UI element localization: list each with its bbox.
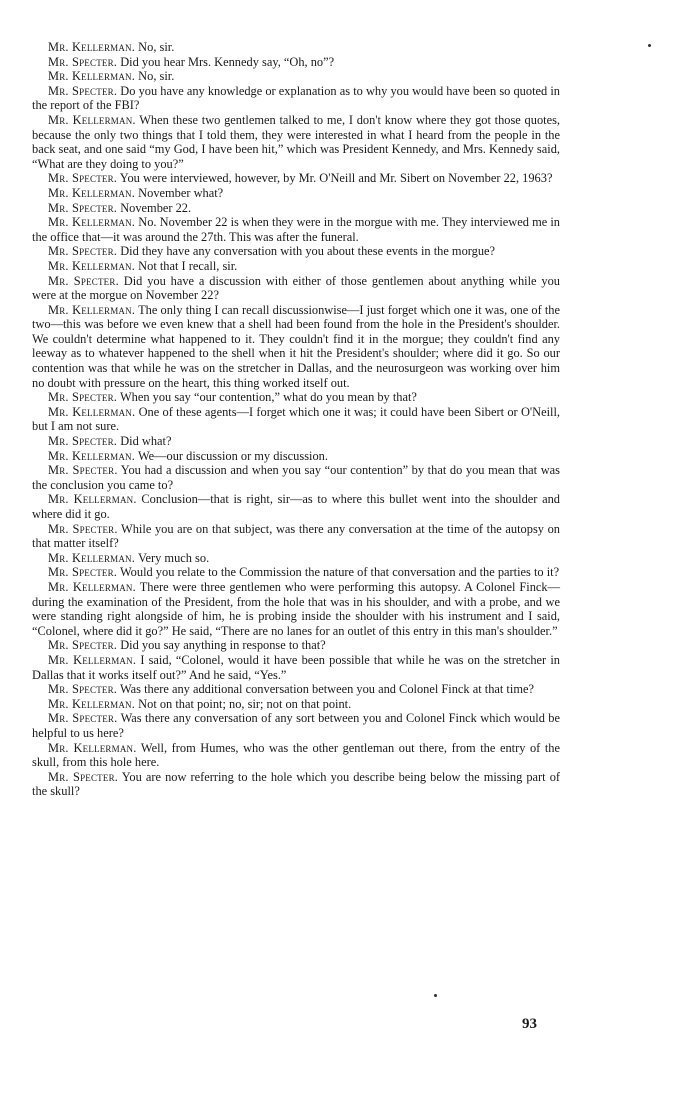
speaker-label: Mr. Kellerman. (48, 550, 136, 565)
testimony-paragraph (32, 201, 560, 216)
testimony-paragraph (32, 405, 560, 434)
testimony-paragraph (32, 69, 560, 84)
testimony-text: Did you hear Mrs. Kennedy say, “Oh, no”? (120, 54, 335, 69)
testimony-paragraph (32, 580, 560, 638)
speaker-label: Mr. Specter. (48, 434, 118, 449)
testimony-text: November what? (138, 185, 224, 200)
testimony-paragraph (32, 492, 560, 521)
testimony-text: Was there any conversation of any sort between you and Colonel Finck which would be helpful to us here? (32, 711, 560, 740)
testimony-text: No, sir. (138, 40, 175, 54)
testimony-paragraph (32, 522, 560, 551)
testimony-text: You were interviewed, however, by Mr. O'Neill and Mr. Sibert on November 22, 1963? (119, 171, 553, 186)
testimony-text: Was there any additional conversation between you and Colonel Finck at that time? (119, 682, 534, 697)
testimony-paragraph (32, 113, 560, 171)
speaker-label: Mr. Kellerman. (48, 215, 136, 230)
speaker-label: Mr. Specter. (48, 273, 119, 288)
testimony-paragraph (32, 463, 560, 492)
testimony-paragraph (32, 711, 560, 740)
speaker-label: Mr. Specter. (48, 200, 118, 215)
testimony-paragraph (32, 55, 560, 70)
testimony-paragraph (32, 84, 560, 113)
testimony-text: Did they have any conversation with you about these events in the morgue? (120, 244, 496, 259)
speaker-label: Mr. Specter. (48, 769, 119, 784)
testimony-paragraph (32, 40, 560, 55)
speaker-label: Mr. Kellerman. (48, 258, 136, 273)
scan-speck (648, 44, 651, 47)
testimony-paragraph (32, 274, 560, 303)
testimony-paragraph (32, 551, 560, 566)
testimony-paragraph (32, 565, 560, 580)
speaker-label: Mr. Specter. (48, 83, 118, 98)
speaker-label: Mr. Kellerman. (48, 740, 137, 755)
testimony-text: Did you say anything in response to that? (120, 638, 326, 653)
testimony-paragraph (32, 770, 560, 799)
testimony-text: Do you have any knowledge or explanation as to why you would have been so quoted in the report of the FBI? (32, 83, 560, 113)
testimony-text: When you say “our contention,” what do you mean by that? (119, 390, 417, 405)
speaker-label: Mr. Kellerman. (48, 579, 136, 594)
testimony-text: Very much so. (137, 550, 210, 565)
testimony-text: You had a discussion and when you say “our contention” by that do you mean that was the conclusion you came to? (32, 463, 560, 492)
speaker-label: Mr. Kellerman. (48, 112, 136, 127)
testimony-text: When these two gentlemen talked to me, I don't know where they got those quotes, because the only two things that I told them, they were interested in what I heard from the people in the back seat, and one said “my God, I have been hit,” which was President Kennedy, and Mrs. Kennedy said, “What are they doing to you?” (32, 112, 560, 171)
testimony-text: We—our discussion or my discussion. (137, 448, 328, 463)
speaker-label: Mr. Kellerman. (48, 40, 136, 54)
testimony-text: The only thing I can recall discussionwise—I just forget which one it was, one of the two—this was before we even knew that a shell had been found from the hole in the President's shoulder. We couldn't determine what happened to it. They couldn't find it in the morgue; they couldn't find any leeway as to whatever happened to the shell when it hit the President's shoulder; where did it go. So our contention was that while he was on the stretcher in Dallas, and the neurosurgeon was working over him no doubt with pressure on the heart, this thing worked itself out. (32, 302, 560, 390)
testimony-text: Conclusion—that is right, sir—as to where this bullet went into the shoulder and where did it go. (32, 492, 561, 521)
testimony-text: Well, from Humes, who was the other gentleman out there, from the entry of the skull, from this hole here. (32, 740, 561, 770)
speaker-label: Mr. Kellerman. (48, 448, 136, 463)
testimony-paragraph (32, 741, 560, 770)
speaker-label: Mr. Specter. (48, 171, 118, 186)
testimony-paragraph (32, 682, 560, 697)
testimony-text: There were three gentlemen who were performing this autopsy. A Colonel Finck—during the examination of the President, from the hole that was in his shoulder, and with a probe, and we were standing right alongside of him, he is probing inside the shoulder with his instrument and I said, “Colonel, where did it go?” He said, “There are no lanes for an outlet of this entry in this man's shoulder.” (32, 579, 561, 638)
speaker-label: Mr. Kellerman. (48, 302, 136, 317)
speaker-label: Mr. Specter. (48, 244, 118, 259)
speaker-label: Mr. Specter. (48, 463, 118, 478)
testimony-paragraph (32, 638, 560, 653)
testimony-paragraph (32, 390, 560, 405)
speaker-label: Mr. Specter. (48, 638, 118, 653)
speaker-label: Mr. Specter. (48, 711, 118, 726)
speaker-label: Mr. Specter. (48, 565, 118, 580)
testimony-paragraph (32, 244, 560, 259)
testimony-text: Would you relate to the Commission the nature of that conversation and the parties to it? (119, 565, 560, 580)
speaker-label: Mr. Kellerman. (48, 696, 136, 711)
testimony-paragraph (32, 434, 560, 449)
testimony-text: One of these agents—I forget which one it was; it could have been Sibert or O'Neill, but I am not sure. (32, 404, 560, 434)
testimony-text: Did what? (120, 434, 172, 449)
testimony-page (32, 40, 560, 799)
testimony-text: You are now referring to the hole which you describe being below the missing part of the skull? (32, 769, 561, 799)
testimony-paragraph (32, 171, 560, 186)
testimony-paragraph (32, 186, 560, 201)
testimony-text: While you are on that subject, was there any conversation at the time of the autopsy on that matter itself? (32, 521, 560, 551)
testimony-text: No. November 22 is when they were in the morgue with me. They interviewed me in the office that—it was around the 27th. This was after the funeral. (32, 215, 560, 244)
testimony-text: November 22. (120, 200, 192, 215)
speaker-label: Mr. Kellerman. (48, 404, 136, 419)
testimony-paragraph (32, 697, 560, 712)
speaker-label: Mr. Kellerman. (48, 652, 137, 667)
speaker-label: Mr. Kellerman. (48, 69, 136, 84)
testimony-paragraph (32, 653, 560, 682)
speaker-label: Mr. Specter. (48, 54, 118, 69)
testimony-paragraph (32, 303, 560, 391)
testimony-text: Not that I recall, sir. (138, 258, 238, 273)
scan-speck (434, 994, 437, 997)
page-number: 93 (522, 1016, 537, 1032)
speaker-label: Mr. Specter. (48, 521, 118, 536)
testimony-paragraph (32, 215, 560, 244)
speaker-label: Mr. Specter. (48, 682, 118, 697)
testimony-text: I said, “Colonel, would it have been possible that while he was on the stretcher in Dallas that it works itself out?” And he said, “Yes.” (32, 652, 560, 682)
speaker-label: Mr. Kellerman. (48, 492, 137, 507)
testimony-text: No, sir. (138, 69, 175, 84)
speaker-label: Mr. Specter. (48, 390, 118, 405)
testimony-text: Not on that point; no, sir; not on that point. (138, 696, 352, 711)
testimony-paragraph (32, 259, 560, 274)
speaker-label: Mr. Kellerman. (48, 185, 136, 200)
testimony-text: Did you have a discussion with either of those gentlemen about anything while you were at the morgue on November 22? (32, 273, 560, 303)
testimony-paragraph (32, 449, 560, 464)
